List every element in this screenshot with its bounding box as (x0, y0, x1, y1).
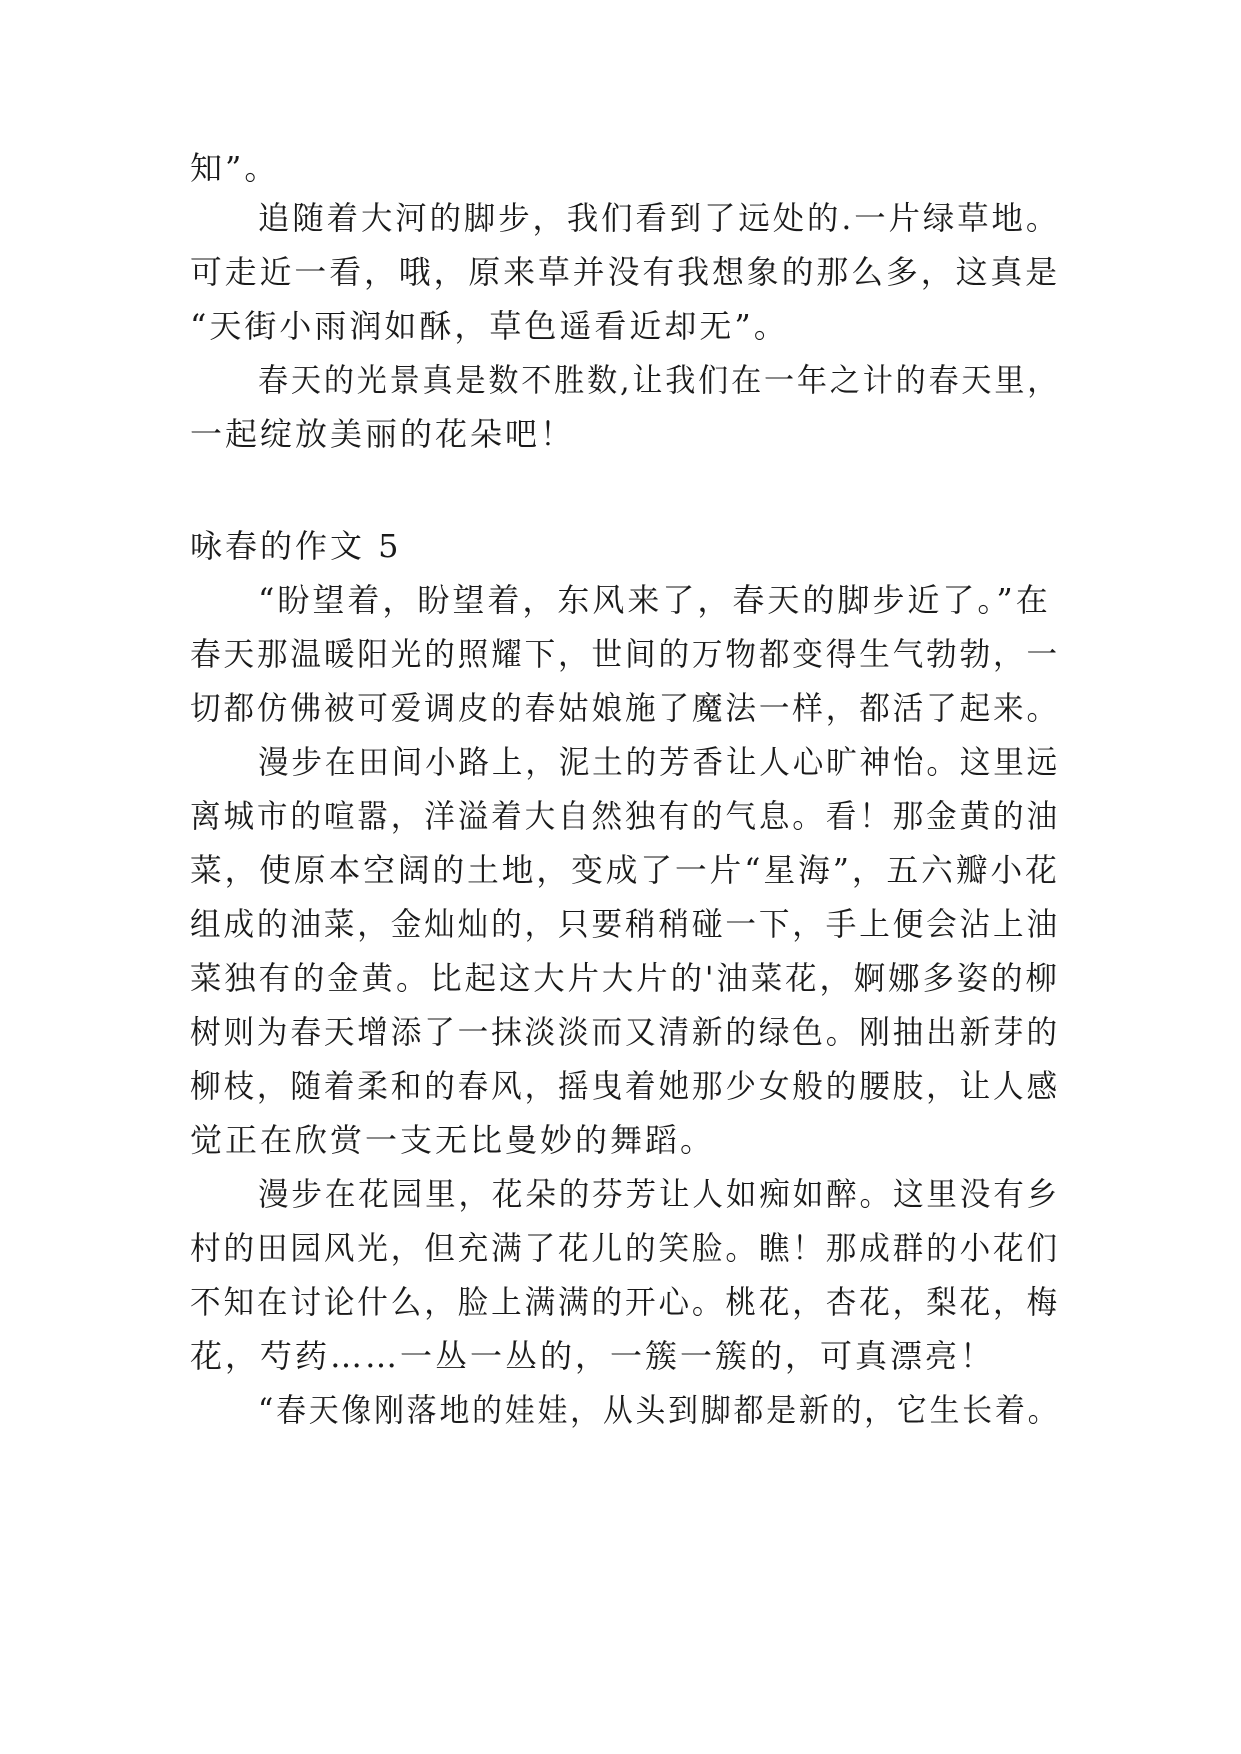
paragraph-line: 觉正在欣赏一支无比曼妙的舞蹈。 (190, 1121, 716, 1159)
paragraph-line: “天街小雨润如酥，草色遥看近却无”。 (190, 307, 789, 345)
paragraph-line: 追随着大河的脚步，我们看到了远处的.一片绿草地。 (258, 199, 1061, 237)
paragraph-line: 不知在讨论什么，脸上满满的开心。桃花，杏花，梨花，梅 (190, 1283, 1060, 1321)
paragraph-line: 离城市的喧嚣，洋溢着大自然独有的气息。看！那金黄的油 (190, 797, 1060, 835)
section-title: 咏春的作文 5 (190, 527, 402, 565)
paragraph-line: 知”。 (190, 149, 280, 187)
paragraph-line: 树则为春天增添了一抹淡淡而又清新的绿色。刚抽出新芽的 (190, 1013, 1060, 1051)
paragraph-line: 一起绽放美丽的花朵吧！ (190, 415, 576, 453)
paragraph-line: 村的田园风光，但充满了花儿的笑脸。瞧！那成群的小花们 (190, 1229, 1060, 1267)
paragraph-line: 漫步在田间小路上，泥土的芳香让人心旷神怡。这里远 (258, 743, 1061, 781)
paragraph-line: “春天像刚落地的娃娃，从头到脚都是新的，它生长着。 (258, 1391, 1061, 1429)
paragraph-line: 菜独有的金黄。比起这大片大片的'油菜花，婀娜多姿的柳 (190, 959, 1060, 997)
paragraph-line: 组成的油菜，金灿灿的，只要稍稍碰一下，手上便会沾上油 (190, 905, 1060, 943)
paragraph-line: 柳枝，随着柔和的春风，摇曳着她那少女般的腰肢，让人感 (190, 1067, 1060, 1105)
paragraph-line: 可走近一看，哦，原来草并没有我想象的那么多，这真是 (190, 253, 1061, 291)
paragraph-line: 春天的光景真是数不胜数,让我们在一年之计的春天里， (258, 361, 1061, 399)
paragraph-line: 春天那温暖阳光的照耀下，世间的万物都变得生气勃勃，一 (190, 635, 1060, 673)
paragraph-line: “盼望着，盼望着，东风来了，春天的脚步近了。”在 (258, 581, 1051, 619)
paragraph-line: 菜，使原本空阔的土地，变成了一片“星海”，五六瓣小花 (190, 851, 1060, 889)
paragraph-line: 切都仿佛被可爱调皮的春姑娘施了魔法一样，都活了起来。 (190, 689, 1060, 727)
paragraph-line: 漫步在花园里，花朵的芬芳让人如痴如醉。这里没有乡 (258, 1175, 1061, 1213)
paragraph-line: 花，芍药……一丛一丛的，一簇一簇的，可真漂亮！ (190, 1337, 996, 1375)
